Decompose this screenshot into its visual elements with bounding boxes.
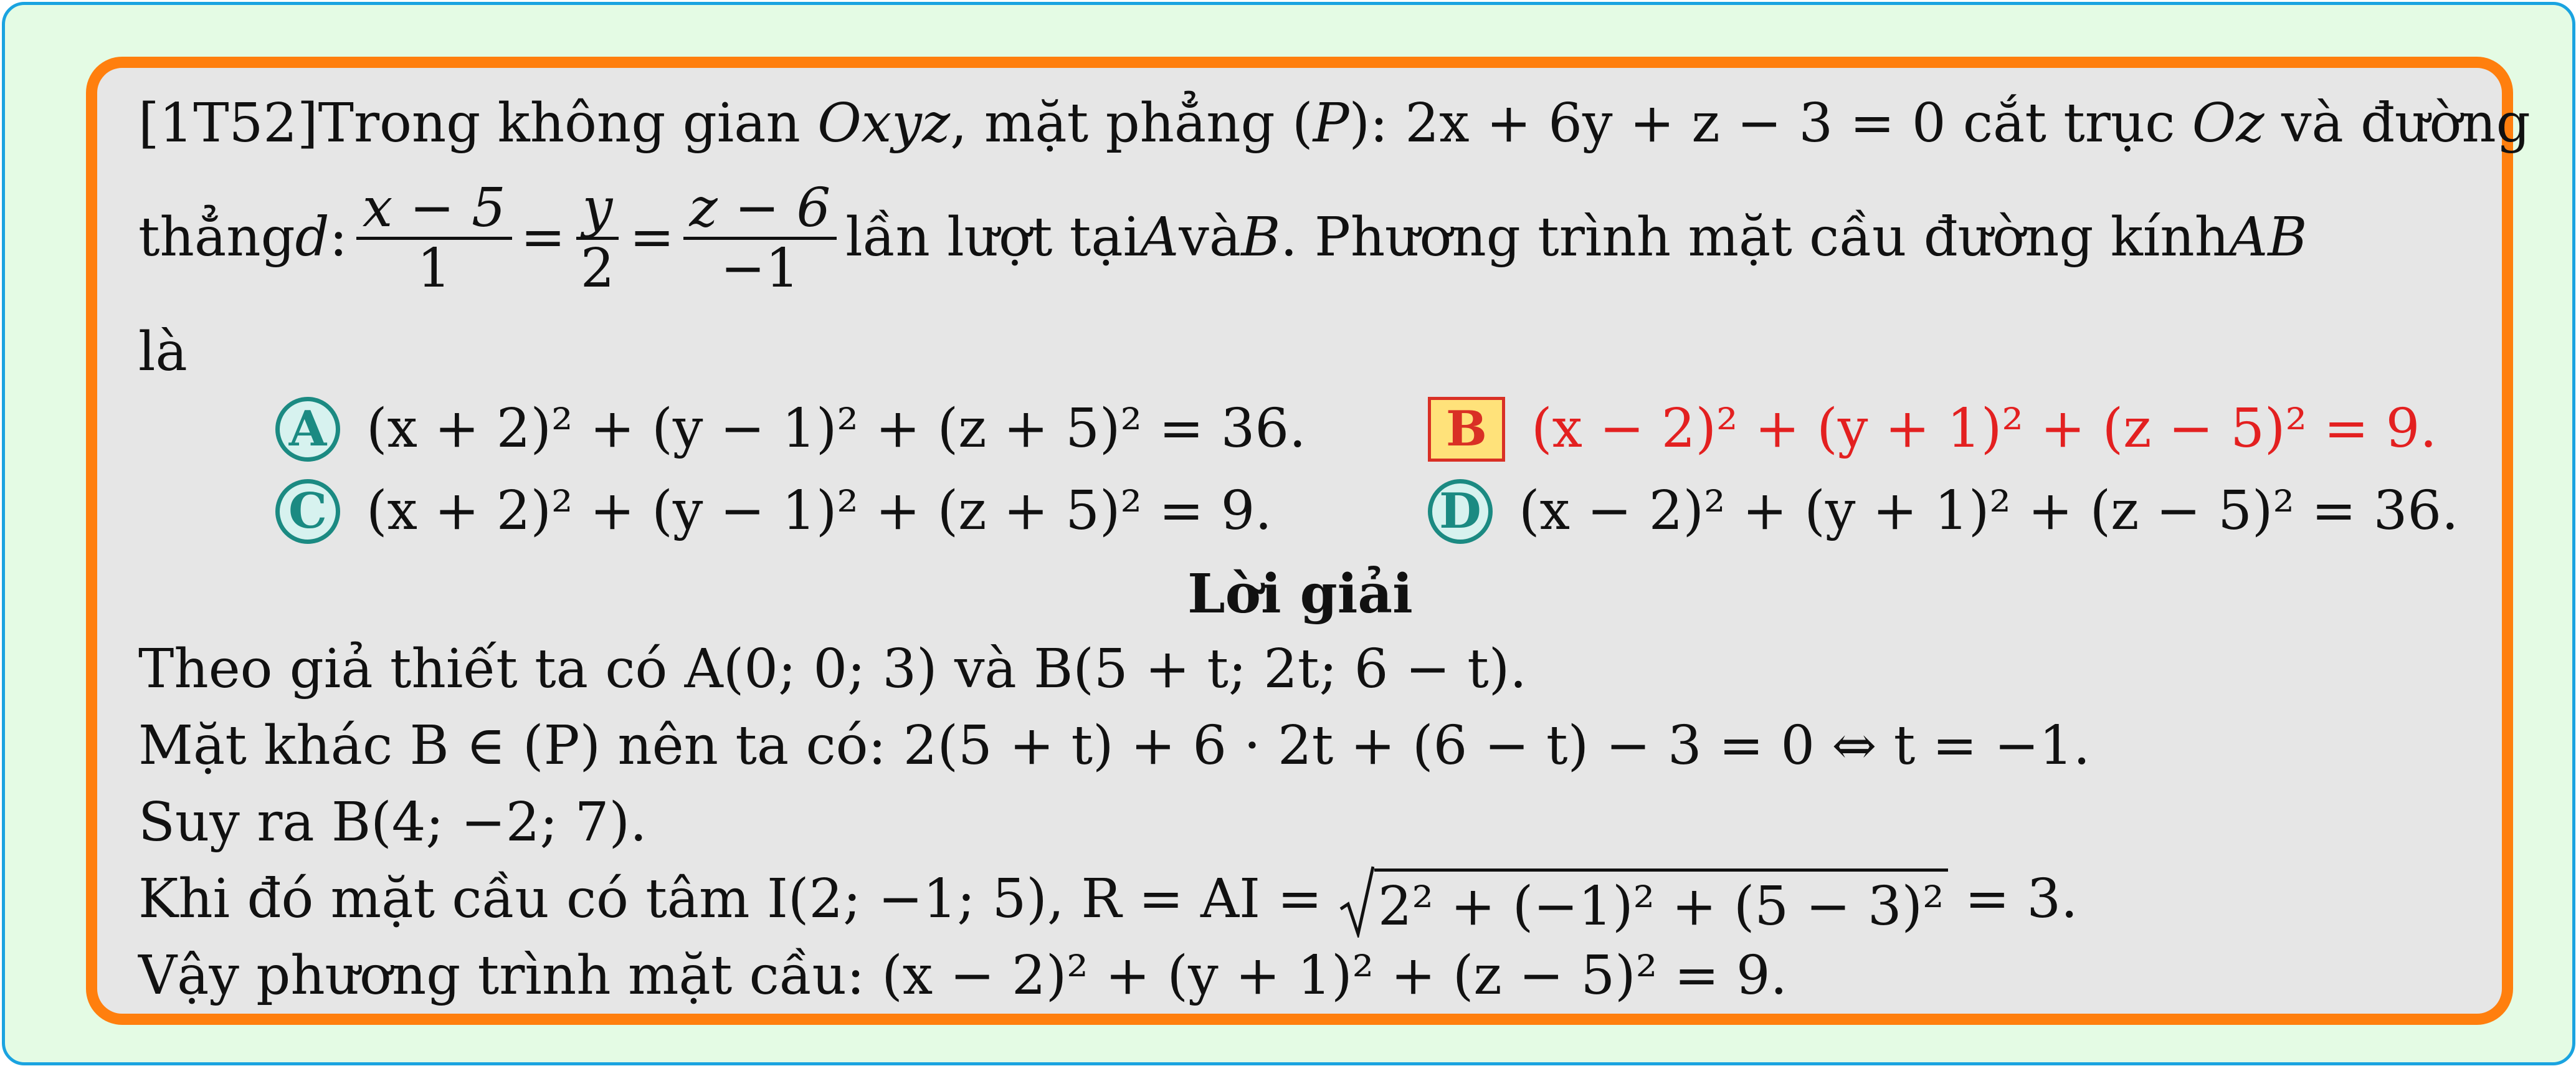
plane-equation: ): 2x + 6y + z − 3 = 0 xyxy=(1349,92,1946,155)
option-a-text: (x + 2)² + (y − 1)² + (z + 5)² = 36. xyxy=(366,397,1306,460)
problem-content xyxy=(138,85,2531,1014)
fraction-z: $\frac{z - 6}{-1}$ xyxy=(683,179,837,297)
problem-code: [1T52] xyxy=(138,92,318,155)
radical-sign-icon xyxy=(1339,864,1374,938)
option-b-badge[interactable]: B xyxy=(1428,397,1505,462)
option-c-badge[interactable]: C xyxy=(275,479,340,544)
option-a[interactable] xyxy=(275,396,1306,463)
option-c[interactable] xyxy=(275,478,1272,545)
option-b[interactable] xyxy=(1428,396,2437,463)
solution-line-5: Vậy phương trình mặt cầu: (x − 2)² + (y + 1)² + (z − 5)² = 9. xyxy=(138,945,1787,1007)
option-d-badge[interactable]: D xyxy=(1428,479,1493,544)
fraction-x: $\frac{x - 5}{1}$ xyxy=(356,179,512,297)
option-c-text: (x + 2)² + (y − 1)² + (z + 5)² = 9. xyxy=(366,480,1272,542)
answer-options xyxy=(207,391,2462,558)
solution-line-1: Theo giả thiết ta có A(0; 0; 3) và B(5 + t; 2t; 6 − t). xyxy=(138,638,1527,700)
option-d-text: (x − 2)² + (y + 1)² + (z − 5)² = 36. xyxy=(1519,480,2459,542)
problem-line-1: [1T52]Trong không gian Oxyz, mặt phẳng (P): 2x + 6y + z − 3 = 0 cắt trục Oz và đường xyxy=(138,92,2531,155)
option-a-badge[interactable]: A xyxy=(275,397,340,462)
problem-line-2: thẳng d : $\frac{x - 5}{1}$ = $\frac{y}{2}$ = $\frac{z - 6}{-1}$ lần lượt tại A và B . Phương trình mặt cầu đường kính AB xyxy=(138,176,2307,300)
solution-line-4: Khi đó mặt cầu có tâm I(2; −1; 5), R = AI = 2² + (−1)² + (5 − 3)² = 3. xyxy=(138,861,2462,938)
option-b-text: (x − 2)² + (y + 1)² + (z − 5)² = 9. xyxy=(1531,397,2437,460)
problem-card xyxy=(86,57,2531,1025)
solution-line-3: Suy ra B(4; −2; 7). xyxy=(138,791,647,854)
square-root: 2² + (−1)² + (5 − 3)² xyxy=(1339,864,1948,938)
solution-line-2: Mặt khác B ∈ (P) nên ta có: 2(5 + t) + 6 · 2t + (6 − t) − 3 = 0 ⇔ t = −1. xyxy=(138,715,2091,777)
option-d[interactable] xyxy=(1428,478,2458,545)
fraction-y: $\frac{y}{2}$ xyxy=(574,179,621,297)
problem-line-3: là xyxy=(138,321,188,383)
solution-heading: Lời giải xyxy=(1187,563,1413,626)
page-frame xyxy=(2,2,2575,1065)
